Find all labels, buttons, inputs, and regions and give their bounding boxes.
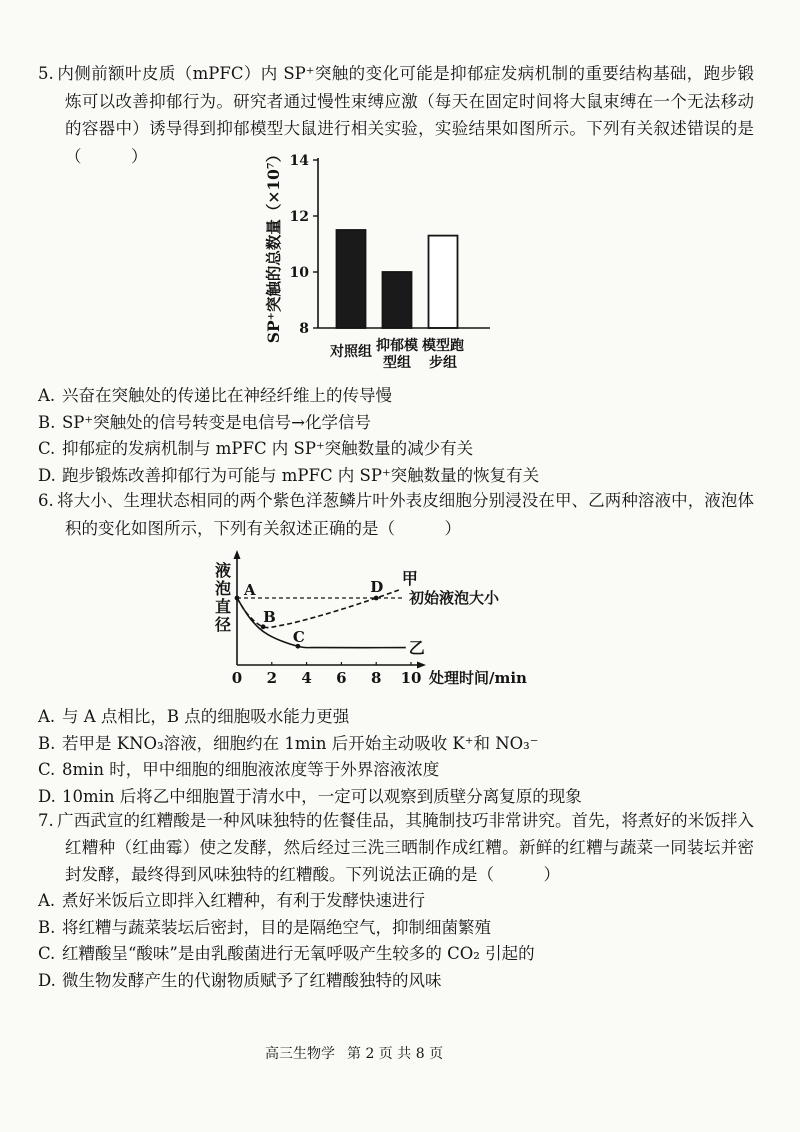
option-d (38, 784, 754, 811)
option-b (38, 915, 754, 942)
y-axis-label: 液泡直径 (214, 561, 232, 634)
y-ticks (290, 153, 318, 337)
question-number: 5. (38, 64, 54, 83)
option-label: C. (38, 944, 56, 964)
series-label-1: 甲 (401, 568, 418, 588)
x-axis-arrow (417, 662, 426, 669)
bar-2 (383, 272, 412, 328)
option-label: B. (38, 917, 56, 937)
question-6-stem (38, 487, 754, 542)
x-tick-label: 模型跑步组 (422, 338, 464, 371)
option-label: B. (38, 412, 56, 432)
option-d (38, 463, 754, 490)
option-label: D. (38, 970, 56, 990)
question-number: 6. (38, 491, 54, 510)
option-text: 若甲是 KNO₃溶液，细胞约在 1min 后开始主动吸收 K⁺和 NO₃⁻ (62, 733, 539, 753)
option-b (38, 410, 754, 437)
bar-3 (429, 236, 458, 328)
question-6-options (38, 704, 754, 810)
question-7-stem (38, 808, 754, 888)
option-label: D. (38, 786, 56, 806)
point-label: C (292, 628, 305, 647)
sp-synapse-bar-chart (200, 145, 500, 375)
footer-page-number: 第 2 页 共 8 页 (347, 1046, 444, 1062)
option-a (38, 704, 754, 731)
option-label: A. (38, 891, 56, 910)
option-text: 8min 时，甲中细胞的细胞液浓度等于外界溶液浓度 (62, 760, 440, 780)
x-tick-label: 0 (231, 669, 243, 687)
option-text: SP⁺突触处的信号转变是电信号→化学信号 (62, 412, 371, 432)
bar-1 (337, 230, 366, 328)
y-tick-label: 12 (289, 209, 309, 225)
y-axis-label: SP⁺突触的总数量（×10⁷） (264, 146, 283, 344)
question-7-options (38, 888, 754, 994)
question-number: 7. (38, 811, 54, 830)
x-axis-label: 处理时间/min (429, 669, 527, 687)
option-label: C. (38, 439, 56, 459)
point-label: A (244, 581, 256, 599)
x-tick-labels (329, 337, 464, 371)
y-tick-label: 14 (289, 153, 309, 169)
footer-subject: 高三生物学 (265, 1046, 335, 1062)
series-label-2: 乙 (408, 638, 425, 658)
option-text: 将红糟与蔬菜装坛后密封，目的是隔绝空气，抑制细菌繁殖 (62, 917, 491, 937)
option-c (38, 436, 754, 463)
reference-line (237, 589, 500, 607)
option-b (38, 731, 754, 758)
question-7 (38, 808, 754, 888)
vacuole-diameter-line-chart (200, 545, 540, 695)
point-markers (235, 578, 384, 649)
option-label: D. (38, 465, 56, 485)
point-label: D (370, 578, 384, 596)
option-label: C. (38, 760, 56, 780)
option-text: 红糟酸呈“酸味”是由乳酸菌进行无氧呼吸产生较多的 CO₂ 引起的 (62, 944, 535, 964)
option-text: 微生物发酵产生的代谢物质赋予了红糟酸独特的风味 (62, 970, 442, 990)
option-text: 与 A 点相比，B 点的细胞吸水能力更强 (62, 707, 350, 726)
option-label: B. (38, 733, 56, 753)
page-footer (265, 1043, 443, 1063)
reference-line-label: 初始液泡大小 (409, 589, 500, 607)
y-axis-arrow (234, 550, 241, 559)
question-text: 广西武宣的红糟酸是一种风味独特的佐餐佳品，其腌制技巧非常讲究。首先，将煮好的米饭拌入红糟种（红曲霉）使之发酵，然后经过三洗三晒制作成红糟。新鲜的红糟与蔬菜一同装坛并密封发酵，最终得到风味独特的红糟酸。下列说法正确的是（ ） (57, 811, 754, 884)
question-6 (38, 487, 754, 542)
option-text: 兴奋在突触处的传递比在神经纤维上的传导慢 (62, 386, 392, 405)
point-label: B (263, 607, 276, 626)
x-tick-label: 6 (336, 669, 347, 687)
option-c (38, 941, 754, 968)
option-label: A. (38, 707, 56, 726)
option-d (38, 968, 754, 995)
point-marker (374, 596, 379, 601)
x-tick-label: 2 (266, 669, 278, 687)
x-tick-label: 4 (301, 669, 312, 687)
option-c (38, 757, 754, 784)
bars (337, 230, 458, 328)
y-tick-label: 10 (289, 265, 309, 281)
x-tick-label: 抑郁模型组 (376, 338, 418, 371)
option-a (38, 888, 754, 915)
option-text: 抑郁症的发病机制与 mPFC 内 SP⁺突触数量的减少有关 (62, 439, 474, 459)
question-text: 内侧前额叶皮质（mPFC）内 SP⁺突触的变化可能是抑郁症发病机制的重要结构基础，跑步锻炼可以改善抑郁行为。研究者通过慢性束缚应激（每天在固定时间将大鼠束缚在一个无法移动的容器中）诱导得到抑郁模型大鼠进行相关实验，实验结果如图所示。下列有关叙述错误的是（ ） (57, 64, 754, 166)
x-tick-label: 对照组 (330, 344, 372, 360)
question-5-options (38, 383, 754, 489)
x-tick-label: 10 (400, 669, 422, 687)
option-label: A. (38, 386, 56, 405)
question-text: 将大小、生理状态相同的两个紫色洋葱鳞片叶外表皮细胞分别浸没在甲、乙两种溶液中，液泡体积的变化如图所示，下列有关叙述正确的是（ ） (57, 491, 754, 538)
option-text: 跑步锻炼改善抑郁行为可能与 mPFC 内 SP⁺突触数量的恢复有关 (62, 465, 540, 485)
x-tick-label: 8 (370, 669, 382, 687)
option-a (38, 383, 754, 410)
y-tick-label: 8 (299, 321, 309, 337)
option-text: 煮好米饭后立即拌入红糟种，有利于发酵快速进行 (62, 891, 425, 910)
option-text: 10min 后将乙中细胞置于清水中，一定可以观察到质壁分离复原的现象 (62, 786, 582, 806)
